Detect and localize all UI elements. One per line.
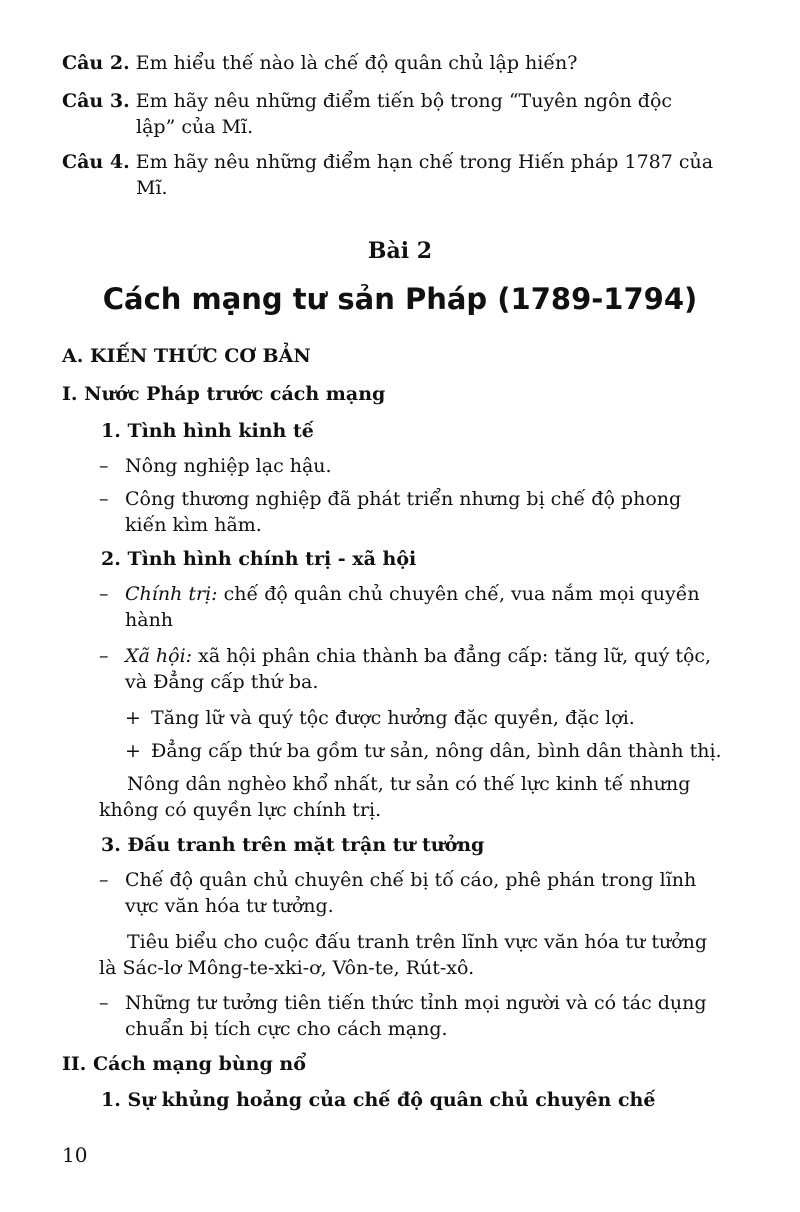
bullet-item xyxy=(99,486,681,512)
bullet-text-cont: hành xyxy=(125,609,174,631)
bullet-text-cont: vực văn hóa tư tưởng. xyxy=(125,895,334,917)
question-text: Em hãy nêu những điểm hạn chế trong Hiến pháp 1787 của xyxy=(135,151,714,173)
paragraph-line: là Sác-lơ Mông-te-xki-ơ, Vôn-te, Rút-xô. xyxy=(99,957,475,979)
plus-bullet: + xyxy=(125,740,141,762)
part-heading: I. Nước Pháp trước cách mạng xyxy=(62,383,386,405)
dash-bullet: – xyxy=(99,869,109,891)
plus-item xyxy=(125,738,722,764)
bullet-item xyxy=(99,453,332,479)
question-text: Em hãy nêu những điểm tiến bộ trong “Tuyên ngôn độc xyxy=(135,90,673,112)
dash-bullet: – xyxy=(99,992,109,1014)
question-3 xyxy=(62,88,672,114)
plus-bullet: + xyxy=(125,707,141,729)
question-label: Câu 4. xyxy=(62,151,130,173)
question-text: Em hiểu thế nào là chế độ quân chủ lập hiến? xyxy=(135,52,578,74)
lesson-number: Bài 2 xyxy=(367,238,433,264)
paragraph-line: Tiêu biểu cho cuộc đấu tranh trên lĩnh vực văn hóa tư tưởng xyxy=(127,931,708,953)
paragraph-line: không có quyền lực chính trị. xyxy=(99,799,382,821)
subsection-heading: 1. Sự khủng hoảng của chế độ quân chủ chuyên chế xyxy=(101,1089,656,1111)
plus-text: Đẳng cấp thứ ba gồm tư sản, nông dân, bình dân thành thị. xyxy=(151,740,722,762)
question-text-cont: lập” của Mĩ. xyxy=(136,116,254,138)
question-text-cont: Mĩ. xyxy=(136,177,168,199)
bullet-text: Chế độ quân chủ chuyên chế bị tố cáo, phê phán trong lĩnh xyxy=(125,869,697,891)
plus-text: Tăng lữ và quý tộc được hưởng đặc quyền, đặc lợi. xyxy=(151,707,635,729)
bullet-text: Những tư tưởng tiên tiến thức tỉnh mọi người và có tác dụng xyxy=(125,992,707,1014)
subsection-heading: 1. Tình hình kinh tế xyxy=(101,420,314,442)
dash-bullet: – xyxy=(99,488,109,510)
dash-bullet: – xyxy=(99,455,109,477)
bullet-text-cont: chuẩn bị tích cực cho cách mạng. xyxy=(125,1018,448,1040)
page-number: 10 xyxy=(62,1143,88,1167)
question-2 xyxy=(62,50,577,76)
subsection-heading: 3. Đấu tranh trên mặt trận tư tưởng xyxy=(101,834,485,856)
lesson-title: Cách mạng tư sản Pháp (1789-1794) xyxy=(102,282,698,316)
bullet-item xyxy=(99,867,696,893)
question-label: Câu 2. xyxy=(62,52,130,74)
bullet-text: Công thương nghiệp đã phát triển nhưng bị chế độ phong xyxy=(125,488,682,510)
bullet-item xyxy=(99,990,707,1016)
bullet-item xyxy=(99,581,700,607)
dash-bullet: – xyxy=(99,583,109,605)
section-heading: A. KIẾN THỨC CƠ BẢN xyxy=(62,345,311,367)
paragraph-line: Nông dân nghèo khổ nhất, tư sản có thế lực kinh tế nhưng xyxy=(127,773,691,795)
bullet-item xyxy=(99,643,711,669)
bullet-text: xã hội phân chia thành ba đẳng cấp: tăng lữ, quý tộc, xyxy=(198,645,712,667)
bullet-text-cont: kiến kìm hãm. xyxy=(125,514,262,536)
bullet-text: Nông nghiệp lạc hậu. xyxy=(125,455,332,477)
subsection-heading: 2. Tình hình chính trị - xã hội xyxy=(101,548,417,570)
bullet-text-cont: và Đẳng cấp thứ ba. xyxy=(125,671,319,693)
bullet-term: Chính trị: xyxy=(125,583,218,605)
dash-bullet: – xyxy=(99,645,109,667)
question-4 xyxy=(62,149,713,175)
plus-item xyxy=(125,705,635,731)
bullet-term: Xã hội: xyxy=(125,645,193,667)
question-label: Câu 3. xyxy=(62,90,130,112)
part-heading: II. Cách mạng bùng nổ xyxy=(62,1053,306,1075)
bullet-text: chế độ quân chủ chuyên chế, vua nắm mọi quyền xyxy=(223,583,700,605)
